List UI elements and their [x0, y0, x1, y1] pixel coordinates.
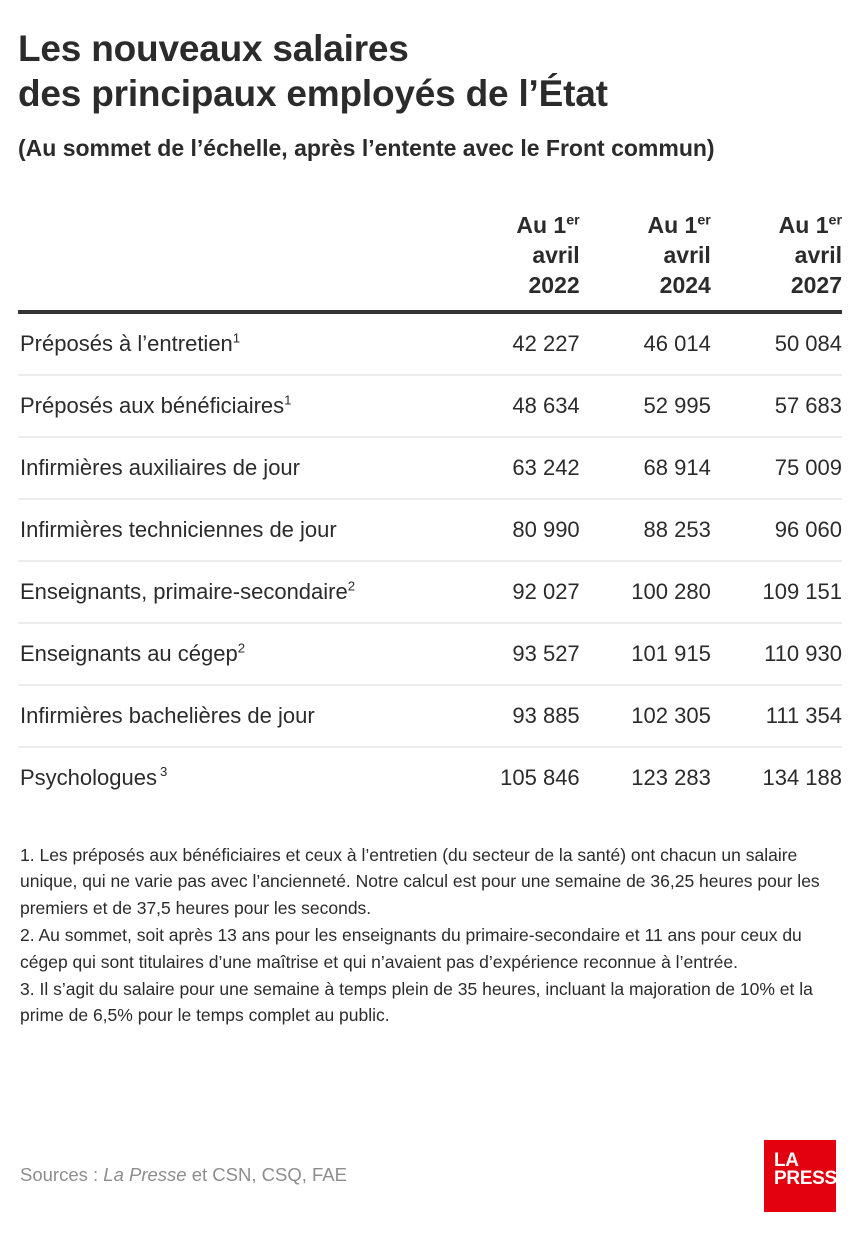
row-label: Enseignants, primaire-secondaire$^2$	[18, 561, 449, 623]
column-header-label	[18, 211, 449, 312]
footnote-1: 1. Les préposés aux bénéficiaires et ceux à l’entretien (du secteur de la santé) ont chacun un salaire unique, qui ne varie pas avec l’ancienneté. Notre calcul est pour une semaine de 36,25 heures pour les premiers et de 37,5 heures pour les seconds.	[20, 844, 820, 919]
sources-line	[20, 1164, 347, 1186]
cell-2024: 46 014	[580, 312, 711, 375]
logo-line-1: LA	[774, 1150, 799, 1171]
cell-2027: 75 009	[711, 437, 842, 499]
footnote-marker: 2	[237, 640, 246, 656]
table-row	[18, 375, 842, 437]
sources-publication: La Presse	[103, 1164, 187, 1185]
ordinal-suffix: er	[828, 212, 842, 229]
page-title-line-2: des principaux employés de l’État	[18, 73, 608, 115]
column-header-2027-month: avril	[794, 241, 842, 268]
footnote-2: 2. Au sommet, soit après 13 ans pour les enseignants du primaire-secondaire et 11 ans pour ceux du cégep qui sont titulaires d’une maîtrise et qui n’avaient pas d’expérience reconnue à l’entrée.	[20, 924, 802, 972]
table-body	[18, 312, 842, 808]
column-header-2022	[449, 211, 580, 312]
sources-suffix: et CSN, CSQ, FAE	[186, 1164, 347, 1185]
cell-2022: 63 242	[449, 437, 580, 499]
cell-2027: 57 683	[711, 375, 842, 437]
table-header-row	[18, 211, 842, 312]
cell-2024: 52 995	[580, 375, 711, 437]
column-header-2027	[711, 211, 842, 312]
cell-2024: 88 253	[580, 499, 711, 561]
cell-2022: 93 527	[449, 623, 580, 685]
cell-2022: 93 885	[449, 685, 580, 747]
ordinal-suffix: er	[697, 212, 711, 229]
cell-2027: 96 060	[711, 499, 842, 561]
row-label: Préposés aux bénéficiaires$^1$	[18, 375, 449, 437]
logo-line-2: PRESSE	[774, 1168, 850, 1190]
row-label: Psychologues $^3$	[20, 764, 168, 790]
footnote-3: 3. Il s’agit du salaire pour une semaine à temps plein de 35 heures, incluant la majoration de 10% et la prime de 6,5% pour le temps complet au public.	[20, 978, 813, 1026]
cell-2027: 50 084	[711, 312, 842, 375]
cell-2024: 123 283	[631, 764, 711, 790]
row-label: Infirmières auxiliaires de jour	[18, 437, 449, 499]
table-row	[18, 437, 842, 499]
column-header-2022-month: avril	[532, 241, 580, 268]
table-row	[18, 623, 842, 685]
row-label: Infirmières techniciennes de jour	[18, 499, 449, 561]
table-row	[18, 499, 842, 561]
row-label: Enseignants au cégep$^2$	[18, 623, 449, 685]
cell-2027: 111 354	[711, 685, 842, 747]
cell-2022: 92 027	[449, 561, 580, 623]
cell-2022: 42 227	[449, 312, 580, 375]
column-header-2022-year: 2022	[528, 271, 580, 298]
cell-2022: 48 634	[449, 375, 580, 437]
cell-2022: 80 990	[449, 499, 580, 561]
footnote-marker: 3	[159, 764, 168, 780]
table-row	[18, 312, 842, 375]
column-header-2024-year: 2024	[659, 271, 711, 298]
cell-2024: 102 305	[580, 685, 711, 747]
table-row	[18, 561, 842, 623]
column-header-2027-year: 2027	[790, 271, 842, 298]
column-header-2022-line1: Au 1er	[516, 212, 580, 238]
table-header	[18, 211, 842, 312]
ordinal-suffix: er	[566, 212, 580, 229]
footnote-marker: 1	[284, 392, 292, 408]
cell-2022: 105 846	[500, 764, 580, 790]
cell-2027: 134 188	[762, 764, 842, 790]
column-header-2024-month: avril	[663, 241, 711, 268]
cell-2027: 109 151	[711, 561, 842, 623]
cell-2024: 68 914	[580, 437, 711, 499]
page-title-line-1: Les nouveaux salaires	[18, 28, 409, 69]
footnote-marker: 1	[232, 330, 241, 346]
row-label: Infirmières bachelières de jour	[18, 685, 449, 747]
cell-2024: 100 280	[580, 561, 711, 623]
column-header-2024-line1: Au 1er	[647, 212, 711, 238]
cell-2024: 101 915	[580, 623, 711, 685]
table-row	[18, 747, 842, 808]
cell-2027: 110 930	[711, 623, 842, 685]
sources-prefix: Sources :	[20, 1164, 104, 1185]
row-label: Préposés à l’entretien$^1$	[18, 312, 449, 375]
column-header-2027-line1: Au 1er	[778, 212, 842, 238]
footer	[18, 1140, 850, 1216]
header-block	[18, 0, 842, 163]
la-presse-logo	[764, 1140, 850, 1212]
salary-table	[18, 211, 842, 808]
column-header-2024	[580, 211, 711, 312]
footnotes-block	[18, 842, 842, 1029]
footnote-marker: 2	[347, 578, 356, 594]
table-row	[18, 685, 842, 747]
page-subtitle: (Au sommet de l’échelle, après l’entente avec le Front commun)	[18, 135, 715, 162]
